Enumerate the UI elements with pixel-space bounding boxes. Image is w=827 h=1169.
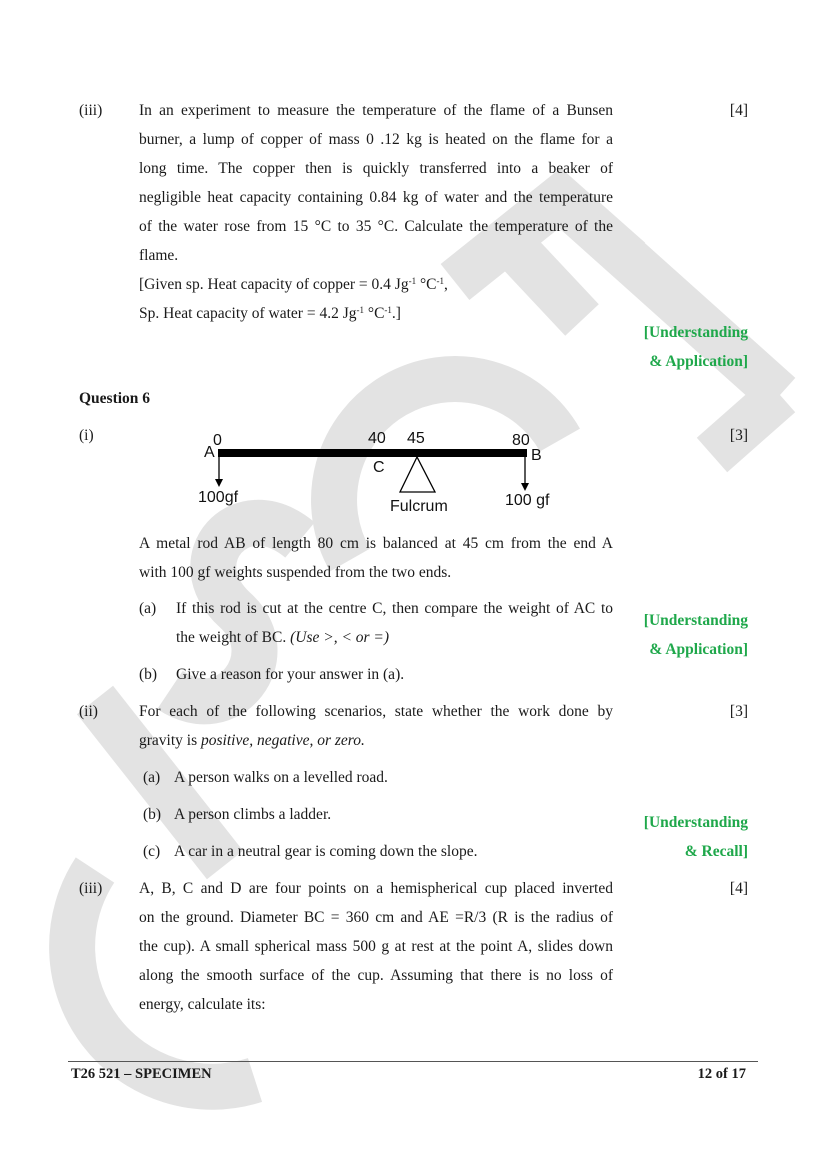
q5-iii-question <box>139 96 613 328</box>
label-c: C <box>373 459 385 476</box>
question-6-heading: Question 6 <box>79 390 151 407</box>
lever-diagram <box>190 425 570 520</box>
q6-i-skill-tag: [Understanding & Application] <box>643 612 748 658</box>
q5-iii-line: negligible heat capacity containing 0.84 kg of water and the temperature <box>139 189 613 206</box>
q5-iii-line: of the water rose from 15 °C to 35 °C. Calculate the temperature of the <box>139 218 613 235</box>
q6-ii-a-label: (a) <box>143 769 161 786</box>
q6-ii-a-text: A person walks on a levelled road. <box>174 769 388 786</box>
fulcrum-triangle <box>400 457 435 492</box>
q5-iii-number: (iii) <box>79 102 103 119</box>
q5-iii-marks: [4] <box>729 102 748 119</box>
q5-iii-line: long time. The copper then is quickly transferred into a beaker of <box>139 160 613 177</box>
q6-ii-marks: [3] <box>729 703 748 720</box>
q6-ii-b-text: A person climbs a ladder. <box>174 806 332 823</box>
label-a: A <box>204 444 215 461</box>
q6-i-a-label: (a) <box>139 600 157 617</box>
q5-iii-line: burner, a lump of copper of mass 0 .12 kg is heated on the flame for a <box>139 131 613 148</box>
q6-ii-c-text: A car in a neutral gear is coming down the slope. <box>174 843 478 860</box>
fulcrum-label: Fulcrum <box>390 498 448 515</box>
q6-ii-number: (ii) <box>79 703 98 720</box>
q5-iii-line: In an experiment to measure the temperature of the flame of a Bunsen <box>139 102 613 119</box>
q6-i-number: (i) <box>79 427 94 444</box>
q6-ii-question: For each of the following scenarios, state whether the work done by gravity is positive, negative, or zero. <box>139 703 613 749</box>
label-80: 80 <box>512 432 530 449</box>
metal-rod <box>218 449 527 457</box>
label-40: 40 <box>368 430 386 447</box>
q5-iii-given-copper: [Given sp. Heat capacity of copper = 0.4 $Jg^{-1}$ $^\circ C^{-1}$, <box>139 276 448 293</box>
footer-paper-code: T26 521 – SPECIMEN <box>71 1066 212 1082</box>
q6-ii-b-label: (b) <box>143 806 162 823</box>
q6-iii-number: (iii) <box>79 880 103 897</box>
q6-ii-skill-tag: [Understanding & Recall] <box>643 814 748 860</box>
q6-ii-c-label: (c) <box>143 843 161 860</box>
footer-page-number: 12 of 17 <box>697 1066 746 1082</box>
q6-i-stem: A metal rod AB of length 80 cm is balanced at 45 cm from the end A with 100 gf weights suspended from the two ends. <box>139 535 613 581</box>
label-0: 0 <box>213 432 222 449</box>
q6-iii-marks: [4] <box>729 880 748 897</box>
left-weight-arrow <box>215 479 223 487</box>
q6-i-marks: [3] <box>729 427 748 444</box>
q5-iii-skill-tag: [Understanding & Application] <box>643 324 748 370</box>
footer-rule <box>68 1061 758 1062</box>
right-weight-arrow <box>521 483 529 491</box>
q5-iii-line: flame. <box>139 247 179 264</box>
q6-iii-question: A, B, C and D are four points on a hemispherical cup placed inverted on the ground. Diameter BC = 360 cm and AE =R/3 (R is the radius of the cup). A small spherical mass 500 g at rest at the point A, slides down along the smooth surface of the cup. Assuming that there is no loss of energy, calculate its: <box>139 880 613 1013</box>
label-b: B <box>531 447 542 464</box>
weight-right-label: 100 gf <box>505 492 550 509</box>
q6-i-a-text: If this rod is cut at the centre C, then compare the weight of AC to the weight of BC. (Use >, < or =) <box>176 600 613 646</box>
q6-i-b-label: (b) <box>139 666 158 683</box>
label-45: 45 <box>407 430 425 447</box>
q5-iii-given-water: Sp. Heat capacity of water = 4.2 $Jg^{-1}$ $^\circ C^{-1}$.] <box>139 305 401 322</box>
weight-left-label: 100gf <box>198 489 239 506</box>
q6-i-b-text: Give a reason for your answer in (a). <box>176 666 405 683</box>
